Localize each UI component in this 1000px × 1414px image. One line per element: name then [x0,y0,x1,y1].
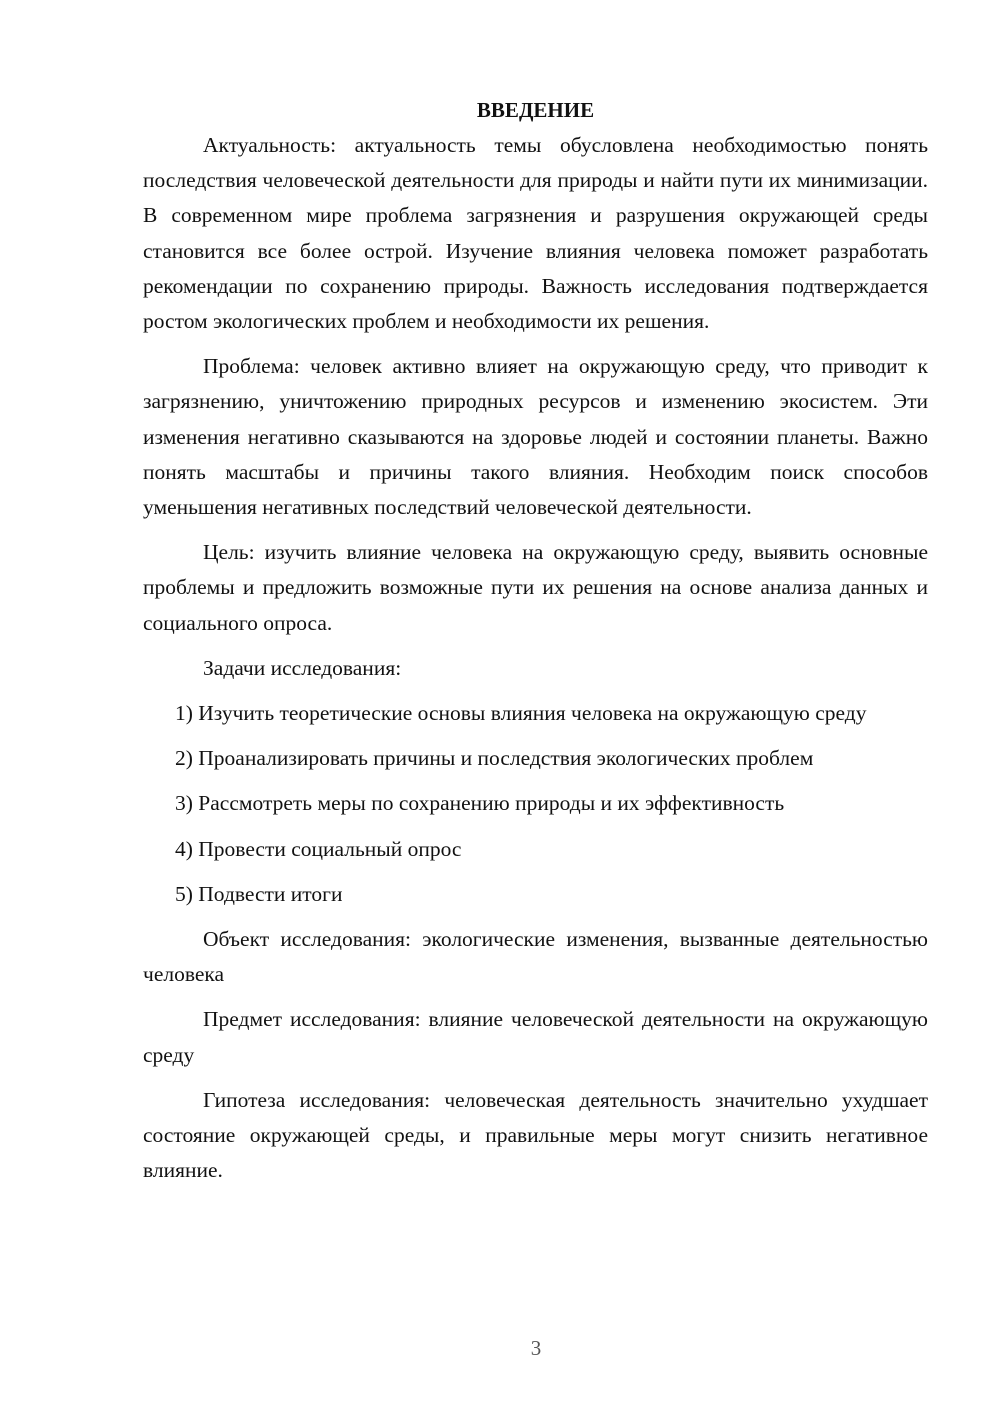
hypothesis-paragraph: Гипотеза исследования: человеческая деятельность значительно ухудшает состояние окружающей среды, и правильные меры могут снизить негативное влияние. [143,1087,928,1183]
relevance-paragraph: Актуальность: актуальность темы обусловлена необходимостью понять последствия человеческой деятельности для природы и найти пути их минимизации. В современном мире проблема загрязнения и разрушения окружающей среды становится все более острой. Изучение влияния человека поможет разработать рекомендации по сохранению природы. Важность исследования подтверждается ростом экологических проблем и необходимости их решения. [143,133,928,334]
object-paragraph: Объект исследования: экологические изменения, вызванные деятельностью человека [143,927,928,987]
section-heading: ВВЕДЕНИЕ [476,98,595,122]
task-item: 2) Проанализировать причины и последствия экологических проблем [175,746,814,771]
task-item: 3) Рассмотреть меры по сохранению природы и их эффективность [175,791,785,816]
page-content [143,93,928,1198]
problem-paragraph: Проблема: человек активно влияет на окружающую среду, что приводит к загрязнению, уничтожению природных ресурсов и изменению экосистем. Эти изменения негативно сказываются на здоровье людей и состоянии планеты. Важно понять масштабы и причины такого влияния. Необходим поиск способов уменьшения негативных последствий человеческой деятельности. [143,354,928,520]
page-number: 3 [530,1336,542,1360]
task-item: 1) Изучить теоретические основы влияния человека на окружающую среду [175,701,867,726]
task-item: 5) Подвести итоги [175,881,343,906]
tasks-title: Задачи исследования: [203,655,402,680]
task-item: 4) Провести социальный опрос [175,836,462,861]
subject-paragraph: Предмет исследования: влияние человеческой деятельности на окружающую среду [143,1007,928,1067]
goal-paragraph: Цель: изучить влияние человека на окружающую среду, выявить основные проблемы и предложить возможные пути их решения на основе анализа данных и социального опроса. [143,540,928,635]
